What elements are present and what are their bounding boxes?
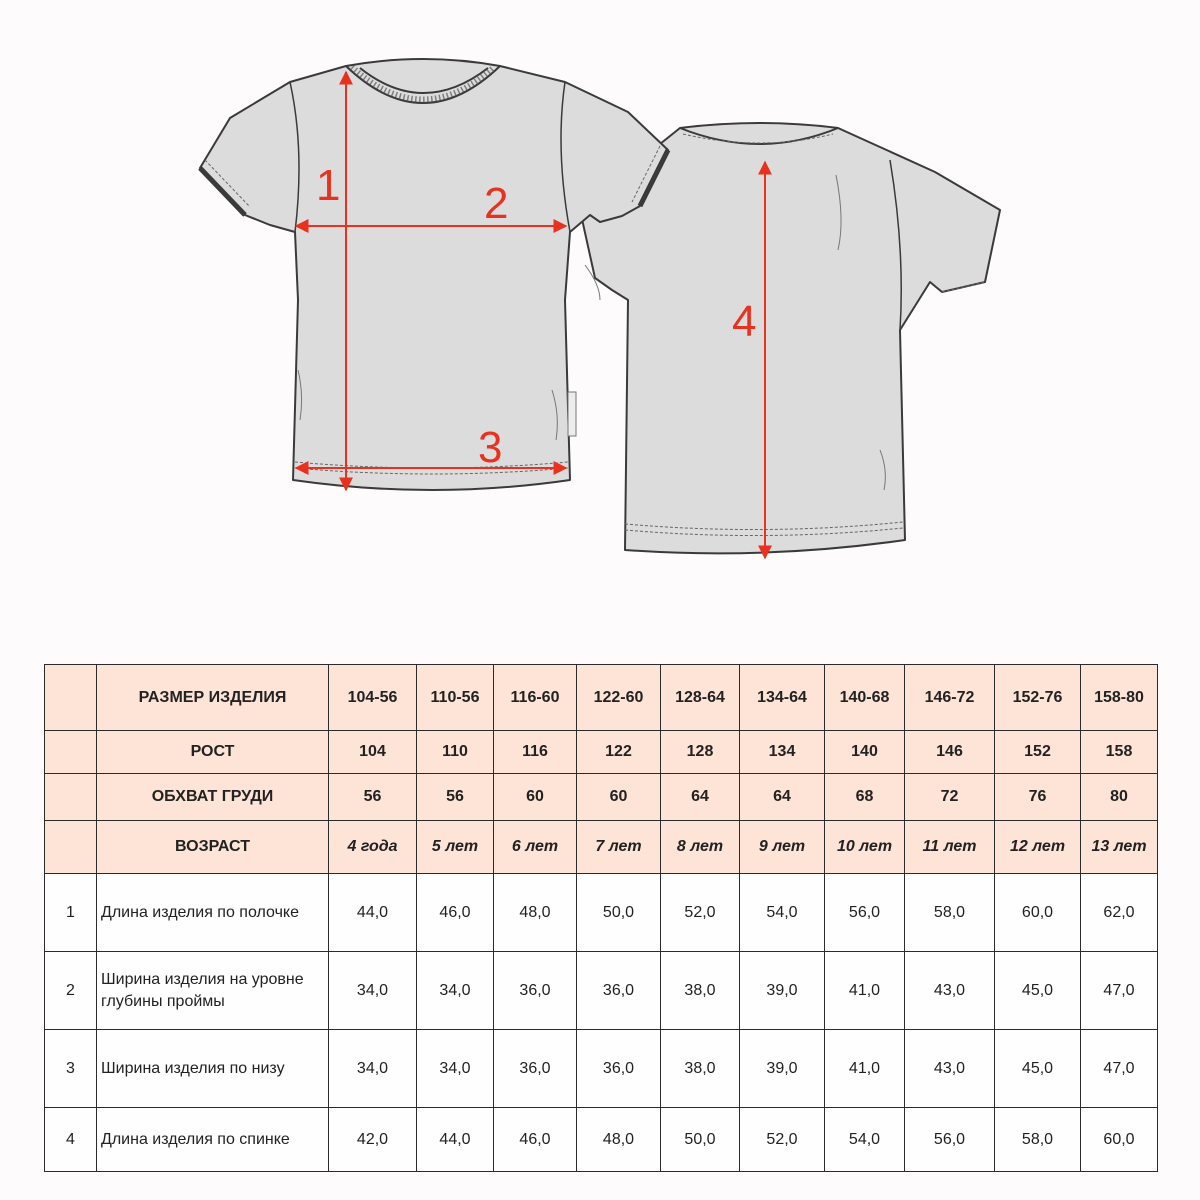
header-label: РОСТ	[97, 731, 329, 774]
header-value: 122-60	[577, 665, 661, 731]
measurement-value: 34,0	[329, 1030, 417, 1108]
header-value: 110-56	[417, 665, 494, 731]
measurement-value: 34,0	[417, 952, 494, 1030]
header-empty-cell	[45, 665, 97, 731]
header-value: 116	[494, 731, 577, 774]
header-value: 80	[1081, 774, 1158, 821]
header-label: РАЗМЕР ИЗДЕЛИЯ	[97, 665, 329, 731]
header-value: 158	[1081, 731, 1158, 774]
header-label: ВОЗРАСТ	[97, 821, 329, 874]
header-value: 56	[329, 774, 417, 821]
measurement-value: 44,0	[417, 1108, 494, 1172]
measurement-value: 60,0	[1081, 1108, 1158, 1172]
measurement-number: 2	[45, 952, 97, 1030]
marker-2: 2	[484, 179, 509, 228]
measurement-value: 38,0	[661, 1030, 740, 1108]
header-value: 60	[577, 774, 661, 821]
header-row	[45, 665, 1158, 731]
measurement-value: 36,0	[577, 952, 661, 1030]
header-value: 140-68	[825, 665, 905, 731]
measurement-value: 44,0	[329, 874, 417, 952]
measurement-value: 41,0	[825, 952, 905, 1030]
header-value: 13 лет	[1081, 821, 1158, 874]
description-line: Ширина изделия на уровне	[101, 970, 304, 988]
measurement-value: 41,0	[825, 1030, 905, 1108]
description-line: Длина изделия по полочке	[101, 903, 299, 921]
header-value: 122	[577, 731, 661, 774]
measurement-value: 43,0	[905, 952, 995, 1030]
header-value: 134-64	[740, 665, 825, 731]
header-empty-cell	[45, 821, 97, 874]
measurement-description	[97, 1030, 329, 1108]
header-value: 5 лет	[417, 821, 494, 874]
marker-1: 1	[316, 161, 341, 210]
header-value: 7 лет	[577, 821, 661, 874]
header-value: 76	[995, 774, 1081, 821]
measurement-value: 48,0	[494, 874, 577, 952]
header-value: 146	[905, 731, 995, 774]
measurement-value: 52,0	[661, 874, 740, 952]
measurement-value: 56,0	[825, 874, 905, 952]
header-value: 152	[995, 731, 1081, 774]
header-value: 146-72	[905, 665, 995, 731]
measurement-value: 46,0	[494, 1108, 577, 1172]
measurement-value: 56,0	[905, 1108, 995, 1172]
size-chart-table	[44, 664, 1158, 1172]
measurement-value: 46,0	[417, 874, 494, 952]
measurement-description	[97, 1108, 329, 1172]
header-row	[45, 774, 1158, 821]
measurement-description	[97, 952, 329, 1030]
measurement-value: 47,0	[1081, 1030, 1158, 1108]
measurement-value: 39,0	[740, 952, 825, 1030]
measurement-value: 54,0	[825, 1108, 905, 1172]
header-label: ОБХВАТ ГРУДИ	[97, 774, 329, 821]
measurement-value: 38,0	[661, 952, 740, 1030]
header-value: 116-60	[494, 665, 577, 731]
header-value: 104-56	[329, 665, 417, 731]
measurement-value: 42,0	[329, 1108, 417, 1172]
measurement-value: 52,0	[740, 1108, 825, 1172]
measurement-value: 36,0	[494, 1030, 577, 1108]
header-empty-cell	[45, 731, 97, 774]
measurement-row	[45, 1108, 1158, 1172]
header-value: 134	[740, 731, 825, 774]
marker-4: 4	[732, 297, 757, 346]
header-value: 4 года	[329, 821, 417, 874]
measurement-value: 48,0	[577, 1108, 661, 1172]
header-value: 60	[494, 774, 577, 821]
measurement-number: 4	[45, 1108, 97, 1172]
measurement-row	[45, 952, 1158, 1030]
measurement-value: 50,0	[577, 874, 661, 952]
header-value: 10 лет	[825, 821, 905, 874]
header-value: 68	[825, 774, 905, 821]
measurement-row	[45, 874, 1158, 952]
header-row	[45, 821, 1158, 874]
measurement-row	[45, 1030, 1158, 1108]
measurement-value: 34,0	[329, 952, 417, 1030]
measurement-value: 43,0	[905, 1030, 995, 1108]
measurement-value: 62,0	[1081, 874, 1158, 952]
measurement-number: 3	[45, 1030, 97, 1108]
measurement-description	[97, 874, 329, 952]
measurement-value: 36,0	[494, 952, 577, 1030]
header-value: 152-76	[995, 665, 1081, 731]
header-value: 110	[417, 731, 494, 774]
measurement-value: 50,0	[661, 1108, 740, 1172]
header-value: 104	[329, 731, 417, 774]
header-value: 11 лет	[905, 821, 995, 874]
description-line: Ширина изделия по низу	[101, 1059, 285, 1077]
measurement-value: 60,0	[995, 874, 1081, 952]
marker-3: 3	[478, 423, 503, 472]
header-value: 56	[417, 774, 494, 821]
description-line: Длина изделия по спинке	[101, 1130, 290, 1148]
measurement-value: 39,0	[740, 1030, 825, 1108]
header-value: 72	[905, 774, 995, 821]
measurement-value: 54,0	[740, 874, 825, 952]
measurement-value: 36,0	[577, 1030, 661, 1108]
header-value: 9 лет	[740, 821, 825, 874]
measurement-value: 45,0	[995, 1030, 1081, 1108]
header-value: 64	[661, 774, 740, 821]
header-value: 128	[661, 731, 740, 774]
header-empty-cell	[45, 774, 97, 821]
measurement-value: 45,0	[995, 952, 1081, 1030]
measurement-value: 47,0	[1081, 952, 1158, 1030]
header-value: 6 лет	[494, 821, 577, 874]
measurement-value: 58,0	[905, 874, 995, 952]
header-value: 64	[740, 774, 825, 821]
measurement-value: 34,0	[417, 1030, 494, 1108]
header-row	[45, 731, 1158, 774]
header-value: 140	[825, 731, 905, 774]
header-value: 128-64	[661, 665, 740, 731]
header-value: 12 лет	[995, 821, 1081, 874]
measurement-value: 58,0	[995, 1108, 1081, 1172]
header-value: 158-80	[1081, 665, 1158, 731]
measurement-number: 1	[45, 874, 97, 952]
description-line: глубины проймы	[101, 992, 225, 1010]
header-value: 8 лет	[661, 821, 740, 874]
